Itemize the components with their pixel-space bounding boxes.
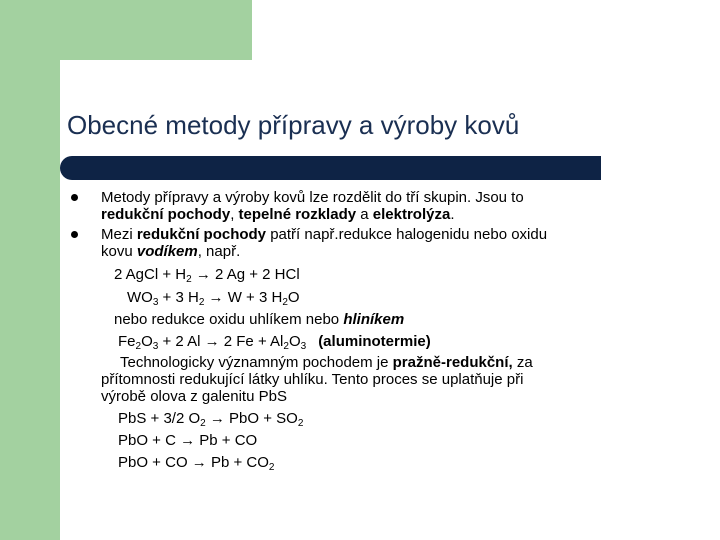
text-line <box>101 243 240 260</box>
text-span: patří např.redukce halogenidu nebo oxidu <box>266 226 548 243</box>
eq-part: + 3 H <box>158 289 199 306</box>
eq-subscript: 2 <box>186 274 192 285</box>
eq-subscript: 2 <box>200 418 206 429</box>
eq-subscript: 3 <box>300 341 307 352</box>
eq-subscript: 2 <box>297 418 304 429</box>
text-span: , <box>230 206 239 223</box>
equation-pbo-co <box>118 454 274 471</box>
text-line <box>120 354 533 371</box>
equation-fe2o3 <box>118 333 431 350</box>
eq-part: O <box>287 289 300 306</box>
eq-part: PbO + CO → Pb + CO <box>118 454 269 471</box>
term-hydrogen: vodíkem <box>136 243 198 260</box>
eq-part: → 2 Ag + 2 HCl <box>191 266 300 283</box>
term-thermal: tepelné rozklady <box>238 206 357 223</box>
eq-part: WO <box>127 289 153 306</box>
eq-part: → PbO + SO <box>205 410 298 427</box>
eq-part: O <box>141 333 153 350</box>
text-line <box>114 311 404 328</box>
text-line <box>101 206 454 223</box>
eq-subscript: 2 <box>135 341 142 352</box>
eq-subscript: 2 <box>283 341 289 352</box>
eq-part: + 2 Al → 2 Fe + Al <box>158 333 284 350</box>
term-reduction: redukční pochody <box>101 206 231 223</box>
eq-subscript: 3 <box>152 341 159 352</box>
text-span: Mezi <box>101 226 137 243</box>
equation-pbs <box>118 410 303 427</box>
eq-part: → W + 3 H <box>204 289 283 306</box>
text-span: a <box>356 206 373 223</box>
text-span: . <box>450 206 455 223</box>
eq-part: PbS + 3/2 O <box>118 410 201 427</box>
bullet-dot <box>71 231 78 238</box>
text-line: Metody přípravy a výroby kovů lze rozdělit do tří skupin. Jsou to <box>101 189 524 206</box>
text-span: kovu <box>101 243 137 260</box>
term-aluminothermy: (aluminotermie) <box>318 333 431 350</box>
equation-agcl <box>114 266 300 283</box>
text-span: Technologicky významným pochodem je <box>120 354 393 371</box>
text-span: za <box>512 354 533 371</box>
text-line: výrobě olova z galenitu PbS <box>101 388 287 405</box>
equation-wo3 <box>127 289 300 306</box>
term-electrolysis: elektrolýza <box>372 206 451 223</box>
eq-subscript: 2 <box>198 297 205 308</box>
text-span: , např. <box>197 243 241 260</box>
eq-part: O <box>288 333 301 350</box>
term-reduction: redukční pochody <box>136 226 267 243</box>
term-aluminium: hliníkem <box>343 311 405 328</box>
equation-pbo-c: PbO + C → Pb + CO <box>118 432 258 449</box>
eq-subscript: 2 <box>268 462 275 473</box>
slide-title: Obecné metody přípravy a výroby kovů <box>67 110 520 140</box>
eq-part: Fe <box>118 333 136 350</box>
bullet-dot <box>71 194 78 201</box>
term-roasting-reduction: pražně-redukční, <box>392 354 513 371</box>
eq-subscript: 3 <box>152 297 159 308</box>
eq-part: 2 AgCl + H <box>114 266 187 283</box>
text-line <box>101 226 547 243</box>
text-span: nebo redukce oxidu uhlíkem nebo <box>114 311 344 328</box>
eq-subscript: 2 <box>282 297 288 308</box>
text-line: přítomnosti redukující látky uhlíku. Tento proces se uplatňuje při <box>101 371 524 388</box>
